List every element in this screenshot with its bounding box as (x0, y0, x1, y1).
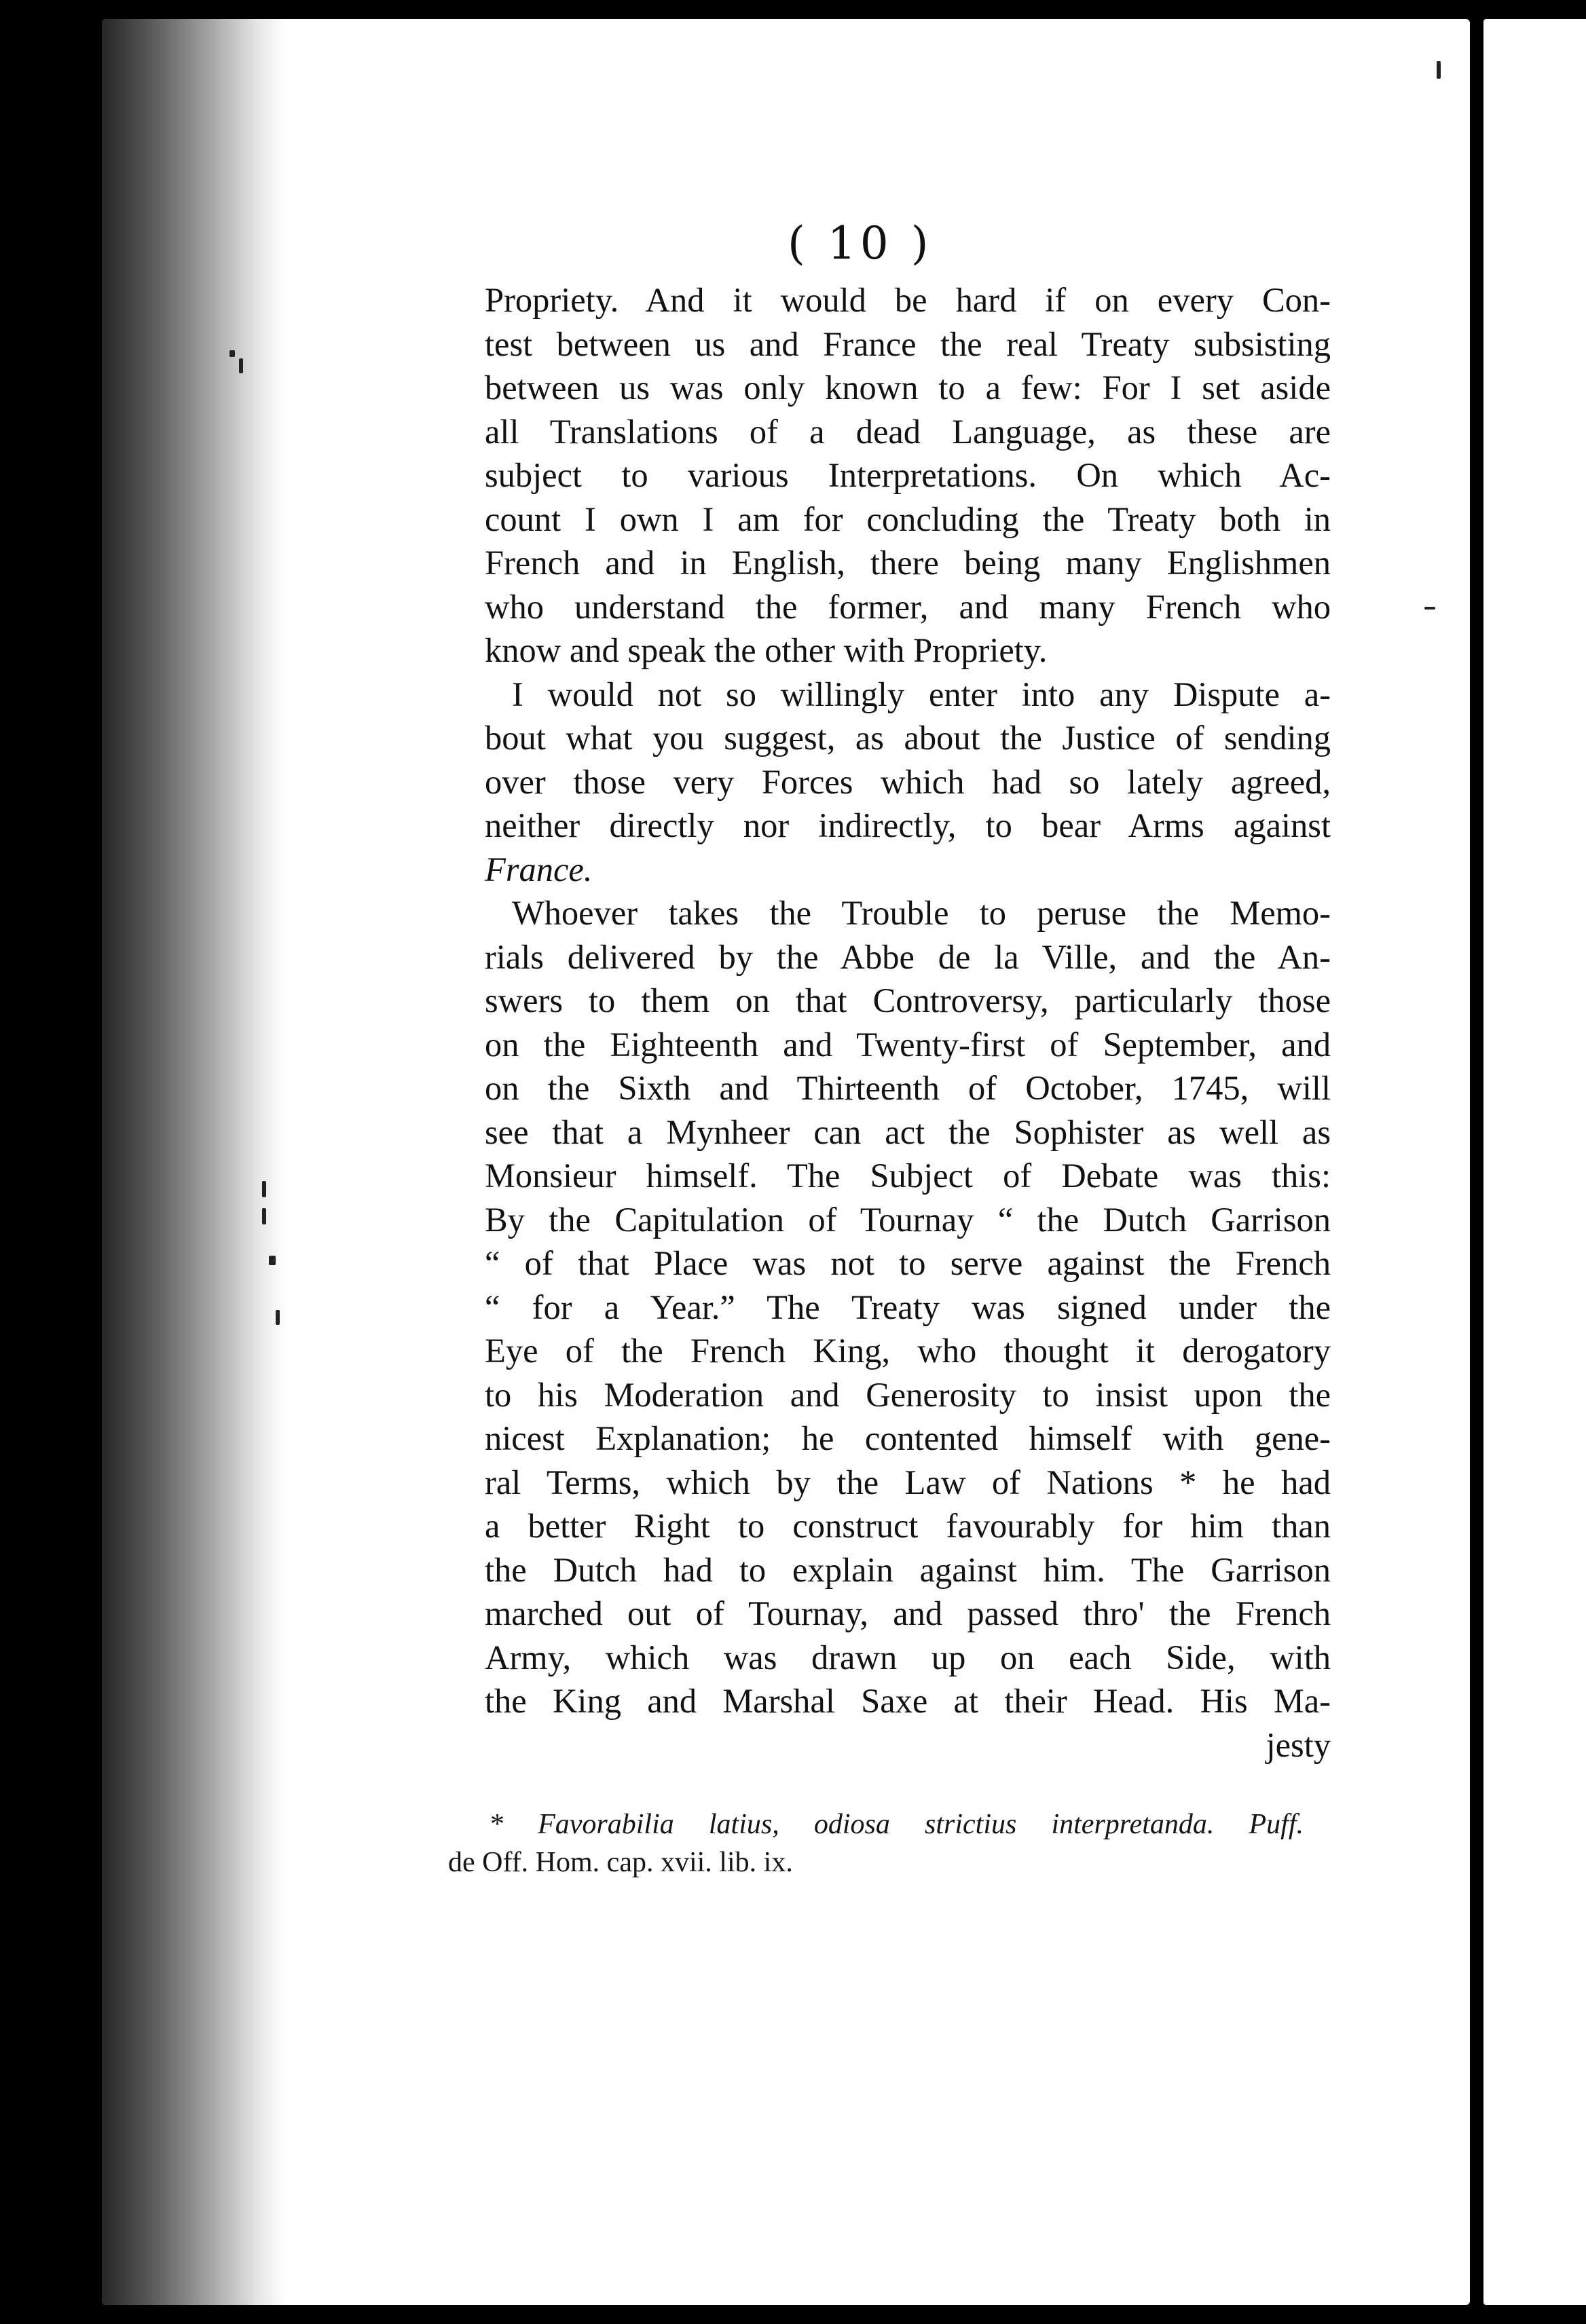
text-line: France. (485, 850, 593, 888)
text-line: marched out of Tournay, and passed thro' the French (485, 1594, 1331, 1632)
text-line: nicest Explanation; he contented himself with gene- (485, 1419, 1331, 1457)
text-line: Monsieur himself. The Subject of Debate was this: (485, 1157, 1331, 1195)
body-text (485, 278, 1331, 1767)
show-through-mark (407, 136, 584, 156)
text-line: rials delivered by the Abbe de la Ville, and the An- (485, 937, 1331, 976)
footnote (448, 1805, 1304, 1881)
margin-speck (229, 350, 235, 357)
footnote-line: * Favorabilia latius, odiosa strictius interpretanda. Puff. (489, 1809, 1304, 1840)
text-line: see that a Mynheer can act the Sophister as well as (485, 1112, 1331, 1151)
text-line: subject to various Interpretations. On which Ac- (485, 456, 1331, 494)
text-line: know and speak the other with Propriety. (485, 631, 1048, 669)
text-line: French and in English, there being many Englishmen (485, 544, 1331, 582)
text-line: the Dutch had to explain against him. The Garrison (485, 1550, 1331, 1589)
text-line: count I own I am for concluding the Treaty both in (485, 500, 1331, 538)
text-line: over those very Forces which had so lately agreed, (485, 762, 1331, 801)
text-line: Army, which was drawn up on each Side, with (485, 1638, 1331, 1676)
text-line: I would not so willingly enter into any Dispute a- (512, 675, 1331, 713)
text-line: who understand the former, and many French who (485, 587, 1331, 626)
text-line: swers to them on that Controversy, particularly those (485, 981, 1331, 1019)
binding-gutter-shadow (102, 19, 285, 2305)
text-line: a better Right to construct favourably for him than (485, 1507, 1331, 1545)
margin-speck (1424, 607, 1435, 610)
margin-speck (1437, 61, 1441, 79)
margin-speck (269, 1256, 276, 1265)
text-line: By the Capitulation of Tournay “ the Dutch Garrison (485, 1200, 1331, 1239)
margin-speck (262, 1181, 266, 1197)
text-line: Eye of the French King, who thought it derogatory (485, 1332, 1331, 1370)
text-line: between us was only known to a few: For I set aside (485, 369, 1331, 407)
text-line: all Translations of a dead Language, as these are (485, 412, 1331, 451)
catchword: jesty (1266, 1725, 1331, 1764)
page-number: ( 10 ) (788, 217, 933, 269)
text-line: Whoever takes the Trouble to peruse the Memo- (512, 894, 1331, 932)
text-line: “ for a Year.” The Treaty was signed under the (485, 1288, 1331, 1326)
text-line: Propriety. And it would be hard if on every Con- (485, 281, 1331, 319)
margin-speck (262, 1208, 266, 1224)
text-line: on the Eighteenth and Twenty-first of September, and (485, 1025, 1331, 1064)
text-line: bout what you suggest, as about the Justice of sending (485, 719, 1331, 757)
text-line: test between us and France the real Treaty subsisting (485, 324, 1331, 363)
text-line: ral Terms, which by the Law of Nations * he had (485, 1463, 1331, 1501)
text-line: neither directly nor indirectly, to bear Arms against (485, 806, 1331, 844)
facing-page-edge (1483, 19, 1586, 2305)
margin-speck (239, 358, 243, 373)
margin-speck (276, 1310, 280, 1325)
footnote-line: de Off. Hom. cap. xvii. lib. ix. (448, 1847, 793, 1878)
text-line: “ of that Place was not to serve against the French (485, 1244, 1331, 1282)
text-line: to his Moderation and Generosity to insist upon the (485, 1375, 1331, 1414)
text-line: on the Sixth and Thirteenth of October, 1745, will (485, 1069, 1331, 1107)
text-line: the King and Marshal Saxe at their Head. His Ma- (485, 1682, 1331, 1720)
